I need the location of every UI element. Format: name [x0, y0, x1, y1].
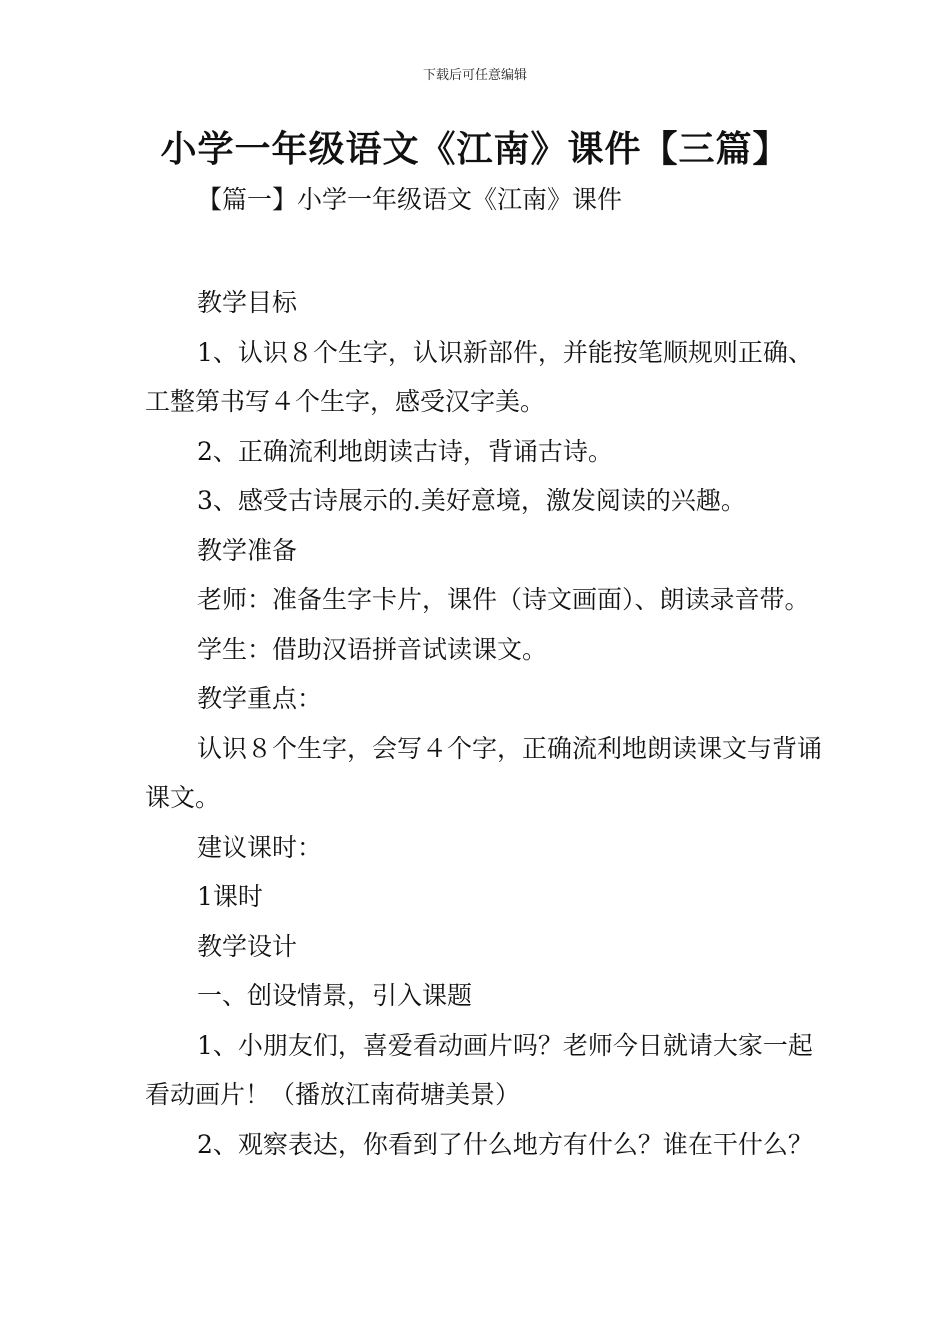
- paragraph: 教学设计: [197, 931, 298, 961]
- paragraph: 1课时: [197, 882, 263, 911]
- paragraph: 1、小朋友们，喜爱看动画片吗？老师今日就请大家一起看动画片！（播放江南荷塘美景）: [145, 1030, 813, 1109]
- header-note: 下载后可任意编辑: [422, 68, 527, 83]
- paragraph: 1、认识８个生字，认识新部件，并能按笔顺规则正确、工整第书写４个生字，感受汉字美。: [145, 337, 813, 416]
- paragraph: 2、观察表达，你看到了什么地方有什么？谁在干什么？: [197, 1129, 813, 1159]
- paragraph: 教学目标: [197, 288, 298, 317]
- paragraph: 2、正确流利地朗读古诗，背诵古诗。: [197, 436, 613, 466]
- paragraph: 学生：借助汉语拼音试读课文。: [197, 634, 548, 664]
- paragraph: 3、感受古诗展示的.美好意境，激发阅读的兴趣。: [197, 486, 746, 515]
- paragraph: 建议课时：: [197, 832, 323, 862]
- paragraph: 教学准备: [197, 535, 298, 565]
- paragraph: 一、创设情景，引入课题: [197, 981, 473, 1010]
- section-heading: 【篇一】小学一年级语文《江南》课件: [197, 185, 623, 214]
- document-title: 小学一年级语文《江南》课件【三篇】: [160, 129, 790, 170]
- document-body: [145, 278, 825, 1169]
- paragraph: 认识８个生字，会写４个字，正确流利地朗读课文与背诵课文。: [145, 733, 823, 812]
- paragraph: 教学重点：: [197, 684, 323, 713]
- paragraph: 老师：准备生字卡片，课件（诗文画面）、朗读录音带。: [197, 585, 810, 614]
